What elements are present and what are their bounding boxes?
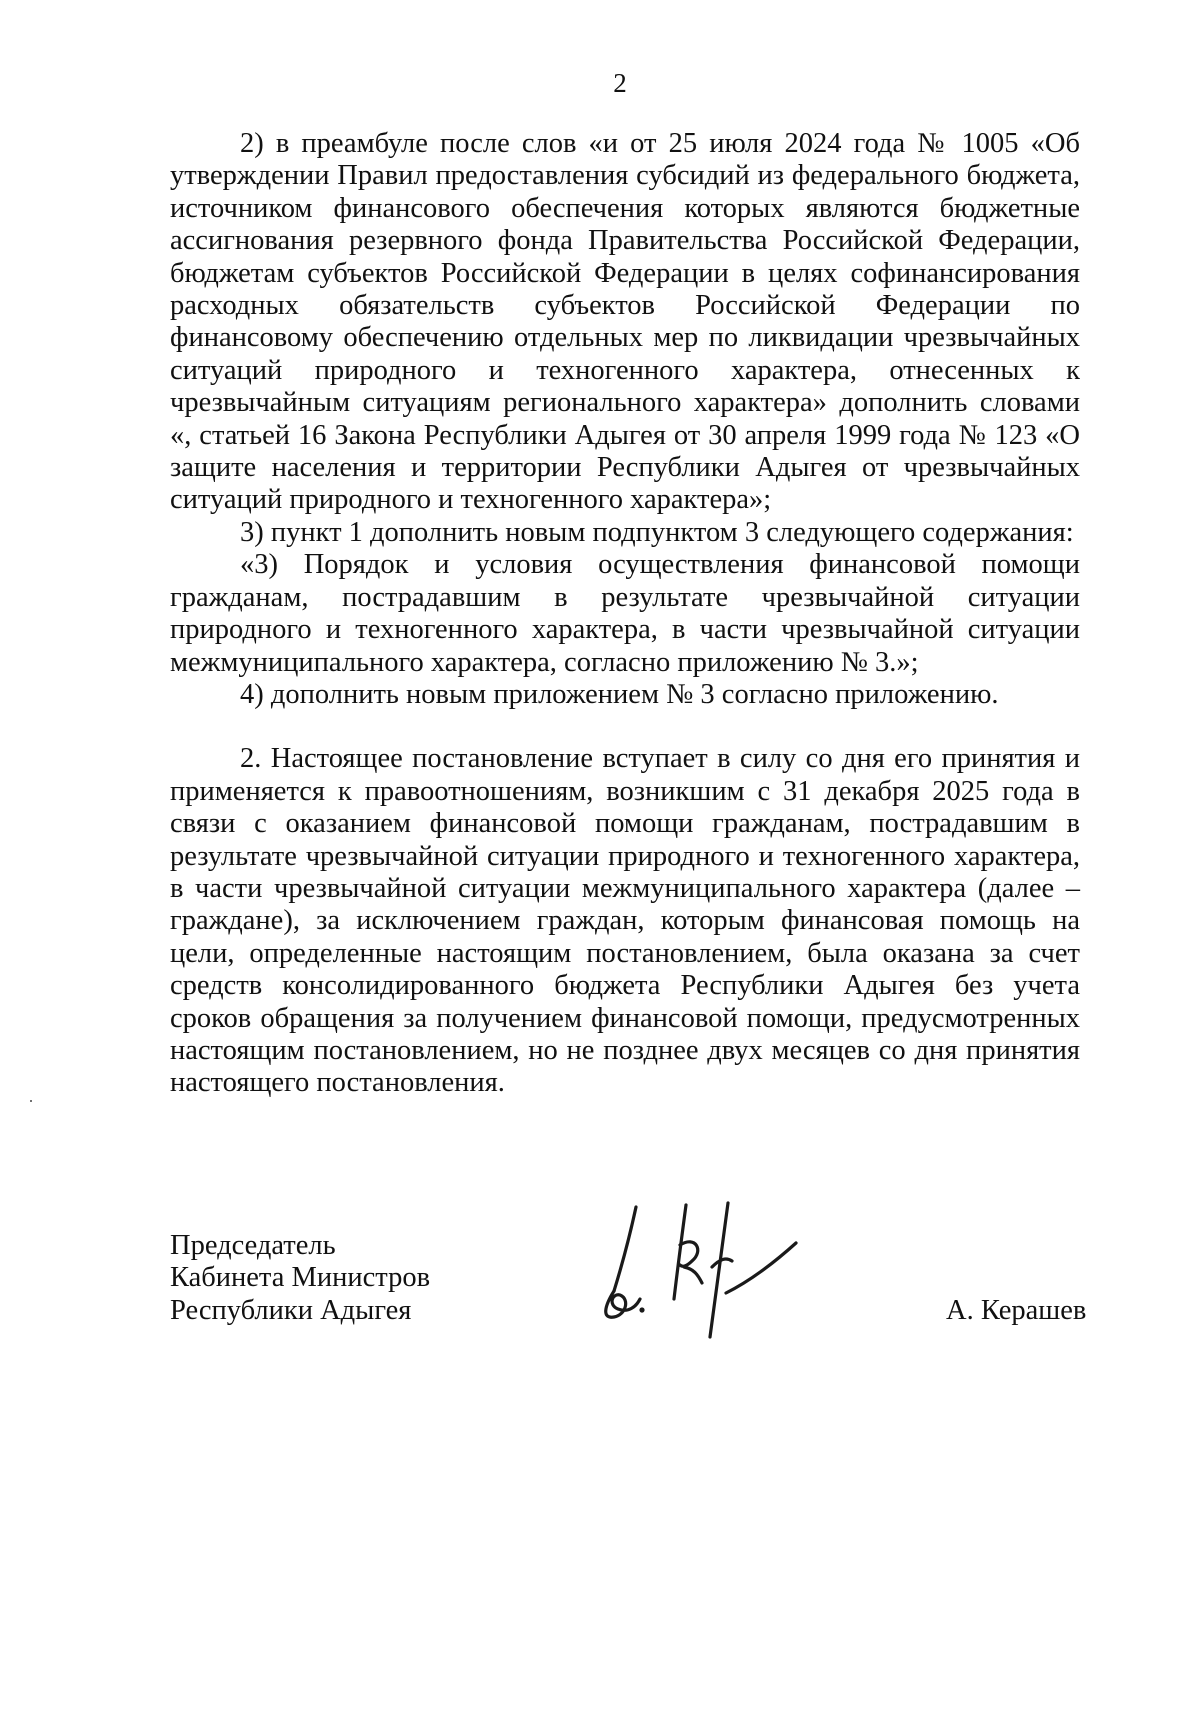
signature-icon <box>600 1195 810 1345</box>
signatory-title <box>170 1230 430 1327</box>
paragraph-amendment-3-quote: «3) Порядок и условия осуществления финансовой помощи гражданам, пострадавшим в результате чрезвычайной ситуации природного и техногенного характера, в части чрезвычайной ситуации межмуниципального характера, согласно приложению № 3.»; <box>170 549 1080 678</box>
scan-speck <box>30 1100 32 1102</box>
signatory-title-line: Кабинета Министров <box>170 1262 431 1294</box>
signatory-title-line: Республики Адыгея <box>170 1294 412 1326</box>
paragraph-amendment-2: 2) в преамбуле после слов «и от 25 июля 2024 года № 1005 «Об утверждении Правил предоставления субсидий из федерального бюджета, источником финансового обеспечения которых являются бюджетные ассигнования резервного фонда Правительства Российской Федерации, бюджетам субъектов Российской Федерации в целях софинансирования расходных обязательств субъектов Российской Федерации по финансовому обеспечению отдельных мер по ликвидации чрезвычайных ситуаций природного и техногенного характера, отнесенных к чрезвычайным ситуациям регионального характера» дополнить словами «, статьей 16 Закона Республики Адыгея от 30 апреля 1999 года № 123 «О защите населения и территории Республики Адыгея от чрезвычайных ситуаций природного и техногенного характера»; <box>170 128 1080 516</box>
page-number: 2 <box>613 68 627 98</box>
paragraph-amendment-4: 4) дополнить новым приложением № 3 согласно приложению. <box>240 678 999 710</box>
signatory-title-line: Председатель <box>170 1230 336 1261</box>
document-body <box>170 128 1080 1100</box>
paragraph-amendment-3: 3) пункт 1 дополнить новым подпунктом 3 следующего содержания: <box>240 516 1074 548</box>
paragraph-section-2: 2. Настоящее постановление вступает в силу со дня его принятия и применяется к правоотношениям, возникшим с 31 декабря 2025 года в связи с оказанием финансовой помощи гражданам, пострадавшим в результате чрезвычайной ситуации природного и техногенного характера, в части чрезвычайной ситуации межмуниципального характера (далее – граждане), за исключением граждан, которым финансовая помощь на цели, определенные настоящим постановлением, была оказана за счет средств консолидированного бюджета Республики Адыгея без учета сроков обращения за получением финансовой помощи, предусмотренных настоящим постановлением, но не позднее двух месяцев со дня принятия настоящего постановления. <box>170 743 1080 1099</box>
signatory-name: А. Керашев <box>946 1295 1087 1326</box>
